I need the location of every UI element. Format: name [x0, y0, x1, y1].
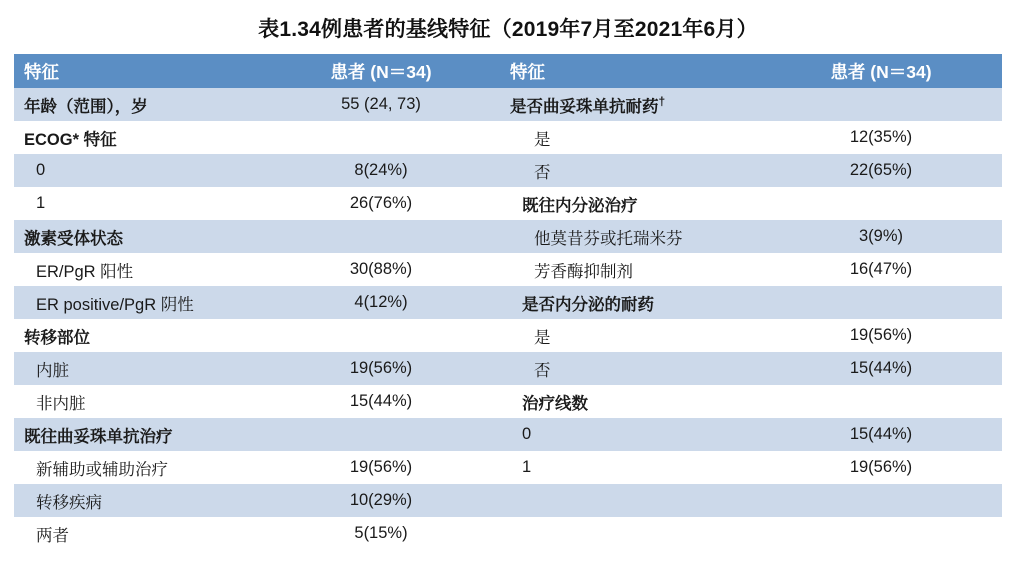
table-row [14, 451, 1002, 484]
row-value-right [760, 88, 1002, 121]
row-label-left: 激素受体状态 [14, 220, 262, 253]
row-label-left: 两者 [14, 517, 262, 550]
row-label-left: ER positive/PgR 阴性 [14, 286, 262, 319]
table-row [14, 517, 1002, 550]
row-label-left: 内脏 [14, 352, 262, 385]
table-row [14, 187, 1002, 220]
table-header [14, 54, 1002, 88]
table-row [14, 154, 1002, 187]
row-value-left: 19(56%) [262, 352, 500, 385]
row-value-right: 3(9%) [760, 220, 1002, 253]
row-value-right [760, 385, 1002, 418]
row-value-left: 4(12%) [262, 286, 500, 319]
column-header-right-feature: 特征 [500, 54, 760, 88]
table-row [14, 121, 1002, 154]
row-value-left: 5(15%) [262, 517, 500, 550]
row-value-left [262, 319, 500, 352]
row-label-right: 是 [500, 121, 760, 154]
row-value-right: 12(35%) [760, 121, 1002, 154]
row-value-left: 8(24%) [262, 154, 500, 187]
row-value-left: 30(88%) [262, 253, 500, 286]
row-value-left: 55 (24, 73) [262, 88, 500, 121]
row-label-right: 否 [500, 352, 760, 385]
table-body [14, 88, 1002, 550]
row-label-left: ECOG* 特征 [14, 121, 262, 154]
table-row [14, 88, 1002, 121]
row-label-right: 0 [500, 418, 760, 451]
row-label-left: 新辅助或辅助治疗 [14, 451, 262, 484]
column-header-right-patients: 患者 (N＝34) [760, 54, 1002, 88]
row-value-left [262, 220, 500, 253]
row-value-right [760, 286, 1002, 319]
row-value-left [262, 121, 500, 154]
table-row [14, 319, 1002, 352]
table-row [14, 418, 1002, 451]
row-value-right [760, 484, 1002, 517]
row-value-right: 19(56%) [760, 451, 1002, 484]
row-label-left: 0 [14, 154, 262, 187]
baseline-characteristics-table [14, 54, 1002, 550]
row-label-left: 年龄（范围），岁 [14, 88, 262, 121]
column-header-left-patients: 患者 (N＝34) [262, 54, 500, 88]
row-label-right: 他莫昔芬或托瑞米芬 [500, 220, 760, 253]
row-label-right: 是否曲妥珠单抗耐药† [500, 88, 760, 121]
dagger-footnote-marker: † [658, 94, 666, 108]
table-row [14, 253, 1002, 286]
table-row [14, 484, 1002, 517]
table-header-row [14, 54, 1002, 88]
row-label-right: 1 [500, 451, 760, 484]
row-label-right: 是 [500, 319, 760, 352]
row-value-right: 19(56%) [760, 319, 1002, 352]
row-value-right: 15(44%) [760, 418, 1002, 451]
row-value-left: 15(44%) [262, 385, 500, 418]
row-label-right [500, 517, 760, 550]
row-label-left: 1 [14, 187, 262, 220]
table-row [14, 220, 1002, 253]
row-value-right [760, 187, 1002, 220]
row-label-left: 转移部位 [14, 319, 262, 352]
row-label-right: 是否内分泌的耐药 [500, 286, 760, 319]
table-row [14, 352, 1002, 385]
row-label-left: ER/PgR 阳性 [14, 253, 262, 286]
row-label-left: 既往曲妥珠单抗治疗 [14, 418, 262, 451]
row-label-right: 芳香酶抑制剂 [500, 253, 760, 286]
row-value-right [760, 517, 1002, 550]
row-value-left: 26(76%) [262, 187, 500, 220]
row-value-left: 19(56%) [262, 451, 500, 484]
row-label-right [500, 484, 760, 517]
row-value-left: 10(29%) [262, 484, 500, 517]
row-value-left [262, 418, 500, 451]
row-value-right: 22(65%) [760, 154, 1002, 187]
table-title: 表1.34例患者的基线特征（2019年7月至2021年6月） [258, 18, 758, 41]
row-value-right: 16(47%) [760, 253, 1002, 286]
row-value-right: 15(44%) [760, 352, 1002, 385]
row-label-right: 既往内分泌治疗 [500, 187, 760, 220]
table-row [14, 286, 1002, 319]
column-header-left-feature: 特征 [14, 54, 262, 88]
row-label-right: 否 [500, 154, 760, 187]
row-label-left: 非内脏 [14, 385, 262, 418]
table-row [14, 385, 1002, 418]
row-label-left: 转移疾病 [14, 484, 262, 517]
row-label-right: 治疗线数 [500, 385, 760, 418]
